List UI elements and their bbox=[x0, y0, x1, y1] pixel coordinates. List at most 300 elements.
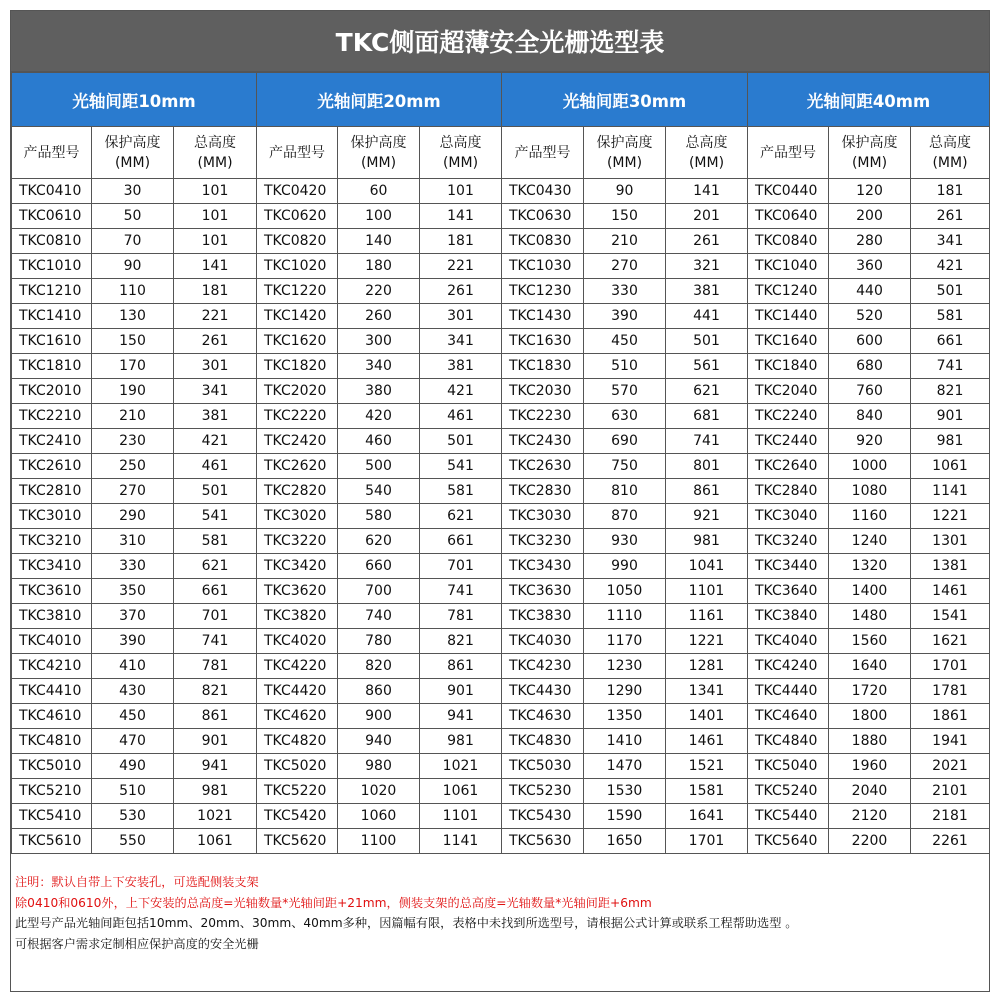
total-height-cell: 701 bbox=[174, 604, 257, 629]
model-cell: TKC5640 bbox=[748, 829, 829, 854]
protect-height-cell: 1640 bbox=[829, 654, 911, 679]
total-height-cell: 2021 bbox=[911, 754, 990, 779]
total-height-cell: 101 bbox=[174, 229, 257, 254]
total-height-cell: 581 bbox=[420, 479, 502, 504]
table-row bbox=[12, 829, 990, 854]
model-cell: TKC2620 bbox=[257, 454, 338, 479]
total-height-cell: 1141 bbox=[911, 479, 990, 504]
protect-height-cell: 270 bbox=[584, 254, 666, 279]
model-cell: TKC4640 bbox=[748, 704, 829, 729]
model-cell: TKC3020 bbox=[257, 504, 338, 529]
selection-sheet bbox=[10, 10, 990, 992]
subheader-label: 保护高度 bbox=[596, 134, 653, 151]
protect-height-cell: 390 bbox=[584, 304, 666, 329]
protect-height-cell: 860 bbox=[338, 679, 420, 704]
table-row bbox=[12, 279, 990, 304]
protect-height-cell: 680 bbox=[829, 354, 911, 379]
model-cell: TKC3220 bbox=[257, 529, 338, 554]
subheader-label: 保护高度 bbox=[841, 134, 898, 151]
protect-height-cell: 1000 bbox=[829, 454, 911, 479]
protect-height-cell: 30 bbox=[92, 179, 174, 204]
protect-height-cell: 140 bbox=[338, 229, 420, 254]
model-cell: TKC5440 bbox=[748, 804, 829, 829]
subheader-label: 总高度 bbox=[929, 134, 971, 151]
subheader-total-height bbox=[174, 127, 257, 179]
model-cell: TKC5410 bbox=[12, 804, 92, 829]
table-row bbox=[12, 379, 990, 404]
total-height-cell: 661 bbox=[174, 579, 257, 604]
total-height-cell: 341 bbox=[911, 229, 990, 254]
protect-height-cell: 290 bbox=[92, 504, 174, 529]
protect-height-cell: 170 bbox=[92, 354, 174, 379]
model-cell: TKC3240 bbox=[748, 529, 829, 554]
protect-height-cell: 1480 bbox=[829, 604, 911, 629]
protect-height-cell: 1290 bbox=[584, 679, 666, 704]
protect-height-cell: 820 bbox=[338, 654, 420, 679]
table-body bbox=[12, 179, 990, 854]
total-height-cell: 541 bbox=[420, 454, 502, 479]
model-cell: TKC1430 bbox=[502, 304, 584, 329]
total-height-cell: 501 bbox=[911, 279, 990, 304]
model-cell: TKC3620 bbox=[257, 579, 338, 604]
total-height-cell: 301 bbox=[420, 304, 502, 329]
protect-height-cell: 700 bbox=[338, 579, 420, 604]
total-height-cell: 781 bbox=[420, 604, 502, 629]
total-height-cell: 461 bbox=[174, 454, 257, 479]
protect-height-cell: 690 bbox=[584, 429, 666, 454]
model-cell: TKC4620 bbox=[257, 704, 338, 729]
total-height-cell: 1461 bbox=[911, 579, 990, 604]
model-cell: TKC4420 bbox=[257, 679, 338, 704]
table-row bbox=[12, 479, 990, 504]
total-height-cell: 181 bbox=[420, 229, 502, 254]
protect-height-cell: 1240 bbox=[829, 529, 911, 554]
protect-height-cell: 780 bbox=[338, 629, 420, 654]
table-row bbox=[12, 229, 990, 254]
protect-height-cell: 990 bbox=[584, 554, 666, 579]
protect-height-cell: 120 bbox=[829, 179, 911, 204]
total-height-cell: 741 bbox=[666, 429, 748, 454]
protect-height-cell: 1020 bbox=[338, 779, 420, 804]
total-height-cell: 501 bbox=[420, 429, 502, 454]
model-cell: TKC4840 bbox=[748, 729, 829, 754]
total-height-cell: 981 bbox=[666, 529, 748, 554]
protect-height-cell: 330 bbox=[92, 554, 174, 579]
protect-height-cell: 130 bbox=[92, 304, 174, 329]
protect-height-cell: 310 bbox=[92, 529, 174, 554]
protect-height-cell: 750 bbox=[584, 454, 666, 479]
total-height-cell: 1701 bbox=[911, 654, 990, 679]
subheader-protect-height bbox=[584, 127, 666, 179]
model-cell: TKC4810 bbox=[12, 729, 92, 754]
protect-height-cell: 920 bbox=[829, 429, 911, 454]
model-cell: TKC4830 bbox=[502, 729, 584, 754]
total-height-cell: 621 bbox=[174, 554, 257, 579]
subheader-unit: (MM) bbox=[114, 154, 151, 171]
model-cell: TKC4230 bbox=[502, 654, 584, 679]
subheader-model: 产品型号 bbox=[748, 127, 829, 179]
table-row bbox=[12, 779, 990, 804]
total-height-cell: 261 bbox=[420, 279, 502, 304]
total-height-cell: 661 bbox=[420, 529, 502, 554]
model-cell: TKC2020 bbox=[257, 379, 338, 404]
protect-height-cell: 1080 bbox=[829, 479, 911, 504]
table-row bbox=[12, 729, 990, 754]
total-height-cell: 1401 bbox=[666, 704, 748, 729]
total-height-cell: 1581 bbox=[666, 779, 748, 804]
protect-height-cell: 930 bbox=[584, 529, 666, 554]
model-cell: TKC0810 bbox=[12, 229, 92, 254]
protect-height-cell: 1590 bbox=[584, 804, 666, 829]
subheader-unit: (MM) bbox=[197, 154, 233, 171]
subheader-model: 产品型号 bbox=[502, 127, 584, 179]
total-height-cell: 501 bbox=[666, 329, 748, 354]
protect-height-cell: 100 bbox=[338, 204, 420, 229]
protect-height-cell: 450 bbox=[92, 704, 174, 729]
model-cell: TKC2220 bbox=[257, 404, 338, 429]
model-cell: TKC1640 bbox=[748, 329, 829, 354]
subheader-label: 总高度 bbox=[685, 134, 728, 151]
protect-height-cell: 200 bbox=[829, 204, 911, 229]
protect-height-cell: 1470 bbox=[584, 754, 666, 779]
model-cell: TKC2830 bbox=[502, 479, 584, 504]
protect-height-cell: 90 bbox=[92, 254, 174, 279]
total-height-cell: 141 bbox=[420, 204, 502, 229]
protect-height-cell: 510 bbox=[584, 354, 666, 379]
total-height-cell: 1381 bbox=[911, 554, 990, 579]
subheader-protect-height bbox=[92, 127, 174, 179]
total-height-cell: 341 bbox=[174, 379, 257, 404]
protect-height-cell: 460 bbox=[338, 429, 420, 454]
protect-height-cell: 1560 bbox=[829, 629, 911, 654]
model-cell: TKC2410 bbox=[12, 429, 92, 454]
model-cell: TKC5220 bbox=[257, 779, 338, 804]
protect-height-cell: 900 bbox=[338, 704, 420, 729]
model-cell: TKC1830 bbox=[502, 354, 584, 379]
protect-height-cell: 940 bbox=[338, 729, 420, 754]
total-height-cell: 901 bbox=[174, 729, 257, 754]
protect-height-cell: 180 bbox=[338, 254, 420, 279]
table-row bbox=[12, 704, 990, 729]
protect-height-cell: 1170 bbox=[584, 629, 666, 654]
model-cell: TKC5630 bbox=[502, 829, 584, 854]
total-height-cell: 1341 bbox=[666, 679, 748, 704]
total-height-cell: 101 bbox=[174, 204, 257, 229]
model-cell: TKC1020 bbox=[257, 254, 338, 279]
protect-height-cell: 1100 bbox=[338, 829, 420, 854]
protect-height-cell: 410 bbox=[92, 654, 174, 679]
model-cell: TKC0620 bbox=[257, 204, 338, 229]
protect-height-cell: 580 bbox=[338, 504, 420, 529]
total-height-cell: 181 bbox=[911, 179, 990, 204]
model-cell: TKC1440 bbox=[748, 304, 829, 329]
total-height-cell: 201 bbox=[666, 204, 748, 229]
model-cell: TKC1820 bbox=[257, 354, 338, 379]
note-line: 可根据客户需求定制相应保护高度的安全光栅 bbox=[15, 936, 259, 951]
protect-height-cell: 1530 bbox=[584, 779, 666, 804]
total-height-cell: 381 bbox=[174, 404, 257, 429]
model-cell: TKC3030 bbox=[502, 504, 584, 529]
protect-height-cell: 1110 bbox=[584, 604, 666, 629]
protect-height-cell: 540 bbox=[338, 479, 420, 504]
model-cell: TKC2230 bbox=[502, 404, 584, 429]
protect-height-cell: 380 bbox=[338, 379, 420, 404]
protect-height-cell: 330 bbox=[584, 279, 666, 304]
total-height-cell: 801 bbox=[666, 454, 748, 479]
protect-height-cell: 810 bbox=[584, 479, 666, 504]
total-height-cell: 221 bbox=[420, 254, 502, 279]
protect-height-cell: 500 bbox=[338, 454, 420, 479]
protect-height-cell: 420 bbox=[338, 404, 420, 429]
model-cell: TKC5420 bbox=[257, 804, 338, 829]
protect-height-cell: 1800 bbox=[829, 704, 911, 729]
subheader-unit: (MM) bbox=[442, 154, 479, 171]
table-row bbox=[12, 529, 990, 554]
total-height-cell: 741 bbox=[420, 579, 502, 604]
total-height-cell: 381 bbox=[666, 279, 748, 304]
total-height-cell: 1301 bbox=[911, 529, 990, 554]
total-height-cell: 421 bbox=[174, 429, 257, 454]
protect-height-cell: 210 bbox=[584, 229, 666, 254]
protect-height-cell: 150 bbox=[92, 329, 174, 354]
protect-height-cell: 1410 bbox=[584, 729, 666, 754]
total-height-cell: 621 bbox=[666, 379, 748, 404]
model-cell: TKC5210 bbox=[12, 779, 92, 804]
model-cell: TKC5610 bbox=[12, 829, 92, 854]
model-cell: TKC0610 bbox=[12, 204, 92, 229]
model-cell: TKC4010 bbox=[12, 629, 92, 654]
model-cell: TKC1220 bbox=[257, 279, 338, 304]
total-height-cell: 2101 bbox=[911, 779, 990, 804]
total-height-cell: 261 bbox=[174, 329, 257, 354]
total-height-cell: 1041 bbox=[666, 554, 748, 579]
protect-height-cell: 550 bbox=[92, 829, 174, 854]
model-cell: TKC0440 bbox=[748, 179, 829, 204]
protect-height-cell: 510 bbox=[92, 779, 174, 804]
model-cell: TKC3430 bbox=[502, 554, 584, 579]
model-cell: TKC4820 bbox=[257, 729, 338, 754]
subheader-label: 保护高度 bbox=[104, 134, 161, 151]
model-cell: TKC0830 bbox=[502, 229, 584, 254]
protect-height-cell: 220 bbox=[338, 279, 420, 304]
subheader-label: 总高度 bbox=[439, 134, 482, 151]
table-row bbox=[12, 179, 990, 204]
model-cell: TKC1610 bbox=[12, 329, 92, 354]
protect-height-cell: 2120 bbox=[829, 804, 911, 829]
total-height-cell: 621 bbox=[420, 504, 502, 529]
total-height-cell: 661 bbox=[911, 329, 990, 354]
protect-height-cell: 360 bbox=[829, 254, 911, 279]
table-row bbox=[12, 579, 990, 604]
protect-height-cell: 980 bbox=[338, 754, 420, 779]
table-row bbox=[12, 604, 990, 629]
total-height-cell: 141 bbox=[666, 179, 748, 204]
total-height-cell: 1061 bbox=[174, 829, 257, 854]
model-cell: TKC2030 bbox=[502, 379, 584, 404]
protect-height-cell: 760 bbox=[829, 379, 911, 404]
model-cell: TKC5230 bbox=[502, 779, 584, 804]
total-height-cell: 1701 bbox=[666, 829, 748, 854]
protect-height-cell: 1230 bbox=[584, 654, 666, 679]
protect-height-cell: 1650 bbox=[584, 829, 666, 854]
table-row bbox=[12, 354, 990, 379]
total-height-cell: 581 bbox=[174, 529, 257, 554]
protect-height-cell: 300 bbox=[338, 329, 420, 354]
protect-height-cell: 70 bbox=[92, 229, 174, 254]
model-cell: TKC1810 bbox=[12, 354, 92, 379]
protect-height-cell: 280 bbox=[829, 229, 911, 254]
total-height-cell: 501 bbox=[174, 479, 257, 504]
total-height-cell: 421 bbox=[911, 254, 990, 279]
model-cell: TKC3830 bbox=[502, 604, 584, 629]
table-row bbox=[12, 329, 990, 354]
total-height-cell: 381 bbox=[420, 354, 502, 379]
total-height-cell: 581 bbox=[911, 304, 990, 329]
total-height-cell: 1061 bbox=[911, 454, 990, 479]
notes-section bbox=[11, 854, 989, 954]
model-cell: TKC1240 bbox=[748, 279, 829, 304]
protect-height-cell: 2040 bbox=[829, 779, 911, 804]
protect-height-cell: 230 bbox=[92, 429, 174, 454]
total-height-cell: 1221 bbox=[666, 629, 748, 654]
protect-height-cell: 1320 bbox=[829, 554, 911, 579]
table-row bbox=[12, 204, 990, 229]
model-cell: TKC1230 bbox=[502, 279, 584, 304]
table-row bbox=[12, 754, 990, 779]
total-height-cell: 781 bbox=[174, 654, 257, 679]
protect-height-cell: 1160 bbox=[829, 504, 911, 529]
spec-table bbox=[11, 72, 990, 854]
model-cell: TKC3230 bbox=[502, 529, 584, 554]
subheader-unit: (MM) bbox=[688, 154, 725, 171]
table-row bbox=[12, 454, 990, 479]
model-cell: TKC4410 bbox=[12, 679, 92, 704]
protect-height-cell: 390 bbox=[92, 629, 174, 654]
protect-height-cell: 630 bbox=[584, 404, 666, 429]
model-cell: TKC1030 bbox=[502, 254, 584, 279]
protect-height-cell: 1060 bbox=[338, 804, 420, 829]
total-height-cell: 981 bbox=[420, 729, 502, 754]
note-line: 此型号产品光轴间距包括10mm、20mm、30mm、40mm多种，因篇幅有限，表格中未找到所选型号，请根据公式计算或联系工程帮助选型 。 bbox=[15, 916, 798, 930]
total-height-cell: 1461 bbox=[666, 729, 748, 754]
model-cell: TKC1210 bbox=[12, 279, 92, 304]
total-height-cell: 541 bbox=[174, 504, 257, 529]
note-line: 注明：默认自带上下安装孔，可选配侧装支架 bbox=[15, 875, 259, 889]
protect-height-cell: 1720 bbox=[829, 679, 911, 704]
model-cell: TKC3210 bbox=[12, 529, 92, 554]
model-cell: TKC5240 bbox=[748, 779, 829, 804]
protect-height-cell: 150 bbox=[584, 204, 666, 229]
model-cell: TKC0410 bbox=[12, 179, 92, 204]
total-height-cell: 101 bbox=[174, 179, 257, 204]
protect-height-cell: 870 bbox=[584, 504, 666, 529]
model-cell: TKC3640 bbox=[748, 579, 829, 604]
total-height-cell: 821 bbox=[420, 629, 502, 654]
total-height-cell: 1641 bbox=[666, 804, 748, 829]
model-cell: TKC2040 bbox=[748, 379, 829, 404]
protect-height-cell: 1400 bbox=[829, 579, 911, 604]
model-cell: TKC3630 bbox=[502, 579, 584, 604]
total-height-cell: 901 bbox=[911, 404, 990, 429]
model-cell: TKC4430 bbox=[502, 679, 584, 704]
protect-height-cell: 1880 bbox=[829, 729, 911, 754]
table-row bbox=[12, 629, 990, 654]
protect-height-cell: 840 bbox=[829, 404, 911, 429]
total-height-cell: 861 bbox=[666, 479, 748, 504]
total-height-cell: 1141 bbox=[420, 829, 502, 854]
subheader-model: 产品型号 bbox=[257, 127, 338, 179]
total-height-cell: 101 bbox=[420, 179, 502, 204]
subheader-unit: (MM) bbox=[360, 154, 397, 171]
total-height-cell: 1621 bbox=[911, 629, 990, 654]
table-row bbox=[12, 504, 990, 529]
group-header-10mm: 光轴间距10mm bbox=[12, 73, 257, 127]
protect-height-cell: 450 bbox=[584, 329, 666, 354]
table-row bbox=[12, 254, 990, 279]
model-cell: TKC4030 bbox=[502, 629, 584, 654]
protect-height-cell: 1350 bbox=[584, 704, 666, 729]
protect-height-cell: 570 bbox=[584, 379, 666, 404]
total-height-cell: 1061 bbox=[420, 779, 502, 804]
total-height-cell: 981 bbox=[174, 779, 257, 804]
protect-height-cell: 660 bbox=[338, 554, 420, 579]
total-height-cell: 1101 bbox=[420, 804, 502, 829]
model-cell: TKC2210 bbox=[12, 404, 92, 429]
subheader-total-height bbox=[911, 127, 990, 179]
table-row bbox=[12, 404, 990, 429]
model-cell: TKC0420 bbox=[257, 179, 338, 204]
protect-height-cell: 520 bbox=[829, 304, 911, 329]
table-row bbox=[12, 554, 990, 579]
model-cell: TKC0640 bbox=[748, 204, 829, 229]
model-cell: TKC2010 bbox=[12, 379, 92, 404]
total-height-cell: 821 bbox=[911, 379, 990, 404]
model-cell: TKC1620 bbox=[257, 329, 338, 354]
protect-height-cell: 370 bbox=[92, 604, 174, 629]
total-height-cell: 461 bbox=[420, 404, 502, 429]
sheet-title: TKC侧面超薄安全光栅选型表 bbox=[11, 11, 989, 72]
protect-height-cell: 60 bbox=[338, 179, 420, 204]
subheader-label: 总高度 bbox=[194, 134, 236, 151]
model-cell: TKC2420 bbox=[257, 429, 338, 454]
total-height-cell: 141 bbox=[174, 254, 257, 279]
total-height-cell: 1521 bbox=[666, 754, 748, 779]
table-row bbox=[12, 679, 990, 704]
model-cell: TKC5040 bbox=[748, 754, 829, 779]
protect-height-cell: 270 bbox=[92, 479, 174, 504]
model-cell: TKC3820 bbox=[257, 604, 338, 629]
model-cell: TKC2240 bbox=[748, 404, 829, 429]
protect-height-cell: 620 bbox=[338, 529, 420, 554]
total-height-cell: 941 bbox=[174, 754, 257, 779]
model-cell: TKC0630 bbox=[502, 204, 584, 229]
total-height-cell: 741 bbox=[911, 354, 990, 379]
total-height-cell: 2181 bbox=[911, 804, 990, 829]
group-header-20mm: 光轴间距20mm bbox=[257, 73, 502, 127]
model-cell: TKC3810 bbox=[12, 604, 92, 629]
group-header-40mm: 光轴间距40mm bbox=[748, 73, 990, 127]
model-cell: TKC2840 bbox=[748, 479, 829, 504]
table-row bbox=[12, 804, 990, 829]
model-cell: TKC3010 bbox=[12, 504, 92, 529]
model-cell: TKC2810 bbox=[12, 479, 92, 504]
table-row bbox=[12, 304, 990, 329]
subheader-protect-height bbox=[338, 127, 420, 179]
total-height-cell: 261 bbox=[911, 204, 990, 229]
model-cell: TKC3040 bbox=[748, 504, 829, 529]
protect-height-cell: 340 bbox=[338, 354, 420, 379]
model-cell: TKC5020 bbox=[257, 754, 338, 779]
